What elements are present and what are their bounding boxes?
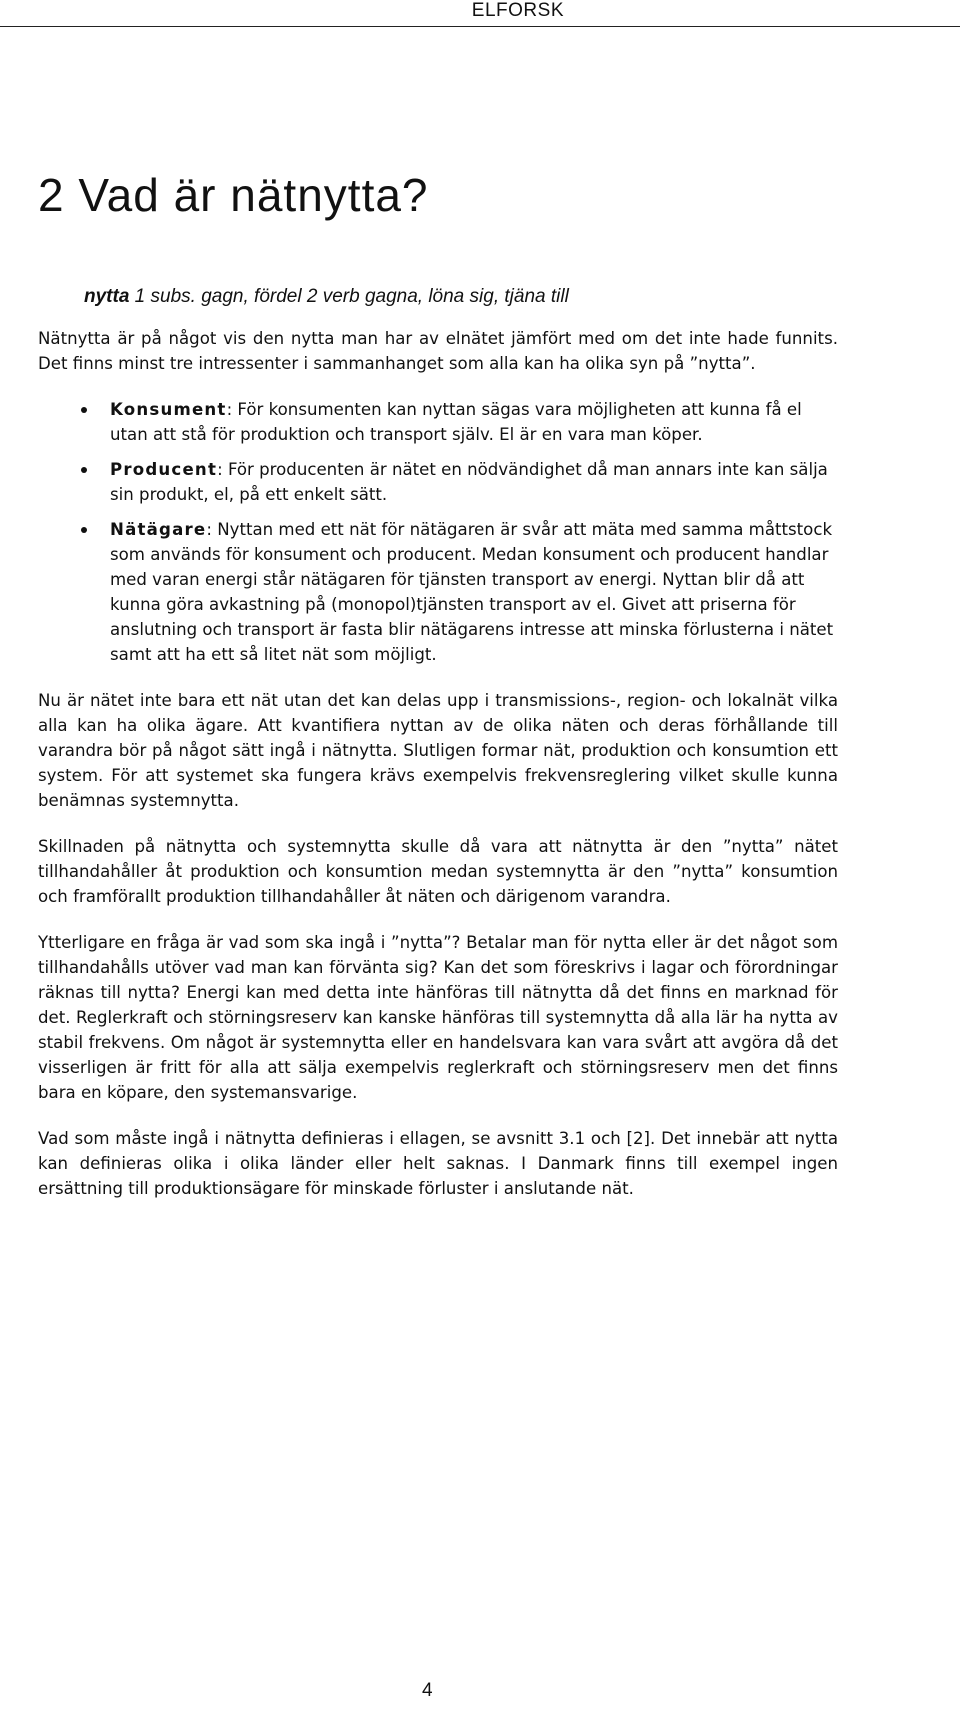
definition-headword: nytta [84, 286, 130, 307]
body-text [38, 326, 838, 1222]
term-natagare: Nätägare [110, 520, 207, 539]
paragraph-question: Ytterligare en fråga är vad som ska ingå i ”nytta”? Betalar man för nytta eller är det något som tillhandahålls utöver vad man kan förvänta sig? Kan det som föreskrivs i lagar och förordningar räknas till nytta? Energi kan med detta inte hänföras till nätnytta då det finns en marknad för det. Reglerkraft och störningsreserv kan kanske hänföras till systemnytta då alla lär ha nytta av stabil frekvens. Om något är systemnytta eller en handelsvara kan vara svårt att avgöra då det visserligen är fritt för alla att sälja exempelvis reglerkraft och störningsreserv men det finns bara en köpare, den systemansvarige. [38, 933, 838, 1102]
header-label: ELFORSK [471, 0, 564, 21]
term-konsument: Konsument [110, 400, 227, 419]
definition-text: 1 subs. gagn, fördel 2 verb gagna, löna sig, tjäna till [129, 286, 569, 307]
list-item-natagare [38, 517, 838, 667]
intro-paragraph: Nätnytta är på något vis den nytta man har av elnätet jämfört med om det inte hade funnits. Det finns minst tre intressenter i sammanhanget som alla kan ha olika syn på ”nytta”. [38, 329, 838, 373]
list-item-konsument [38, 397, 838, 447]
term-producent: Producent [110, 460, 218, 479]
text-konsument: : För konsumenten kan nyttan sägas vara möjligheten att kunna få el utan att stå för produktion och transport själv. El är en vara man köper. [110, 400, 802, 444]
paragraph-definition-law: Vad som måste ingå i nätnytta definieras i ellagen, se avsnitt 3.1 och [2]. Det innebär att nytta kan definieras olika i olika länder eller helt saknas. I Danmark finns till exempel ingen ersättning till produktionsägare för minskade förluster i anslutande nät. [38, 1129, 838, 1198]
paragraph-difference: Skillnaden på nätnytta och systemnytta skulle då vara att nätnytta är den ”nytta” nätet tillhandahåller åt produktion och konsumtion medan systemnytta är den ”nytta” konsumtion och framförallt produktion tillhandahåller åt näten och därigenom varandra. [38, 837, 838, 906]
chapter-title: 2 Vad är nätnytta? [38, 169, 429, 221]
list-item-producent [38, 457, 838, 507]
text-producent: : För producenten är nätet en nödvändighet då man annars inte kan sälja sin produkt, el, på ett enkelt sätt. [110, 460, 828, 504]
page-header [0, 0, 960, 27]
page-number: 4 [422, 1680, 433, 1701]
paragraph-network-levels: Nu är nätet inte bara ett nät utan det kan delas upp i transmissions-, region- och lokalnät vilka alla kan ha olika ägare. Att kvantifiera nyttan av de olika näten och deras förhållande till varandra bör på något sätt ingå i nätnytta. Slutligen formar nät, produktion och konsumtion ett system. För att systemet ska fungera krävs exempelvis frekvensreglering vilket skulle kunna benämnas systemnytta. [38, 691, 838, 810]
stakeholder-list [38, 397, 838, 667]
definition-line [84, 286, 569, 308]
text-natagare: : Nyttan med ett nät för nätägaren är svår att mäta med samma måttstock som används för konsument och producent. Medan konsument och producent handlar med varan energi står nätägaren för tjänsten transport av energi. Nyttan blir då att kunna göra avkastning på (monopol)tjänsten transport av el. Givet att priserna för anslutning och transport är fasta blir nätägarens intresse att minska förlusterna i nätet samt att ha ett så litet nät som möjligt. [110, 520, 834, 664]
